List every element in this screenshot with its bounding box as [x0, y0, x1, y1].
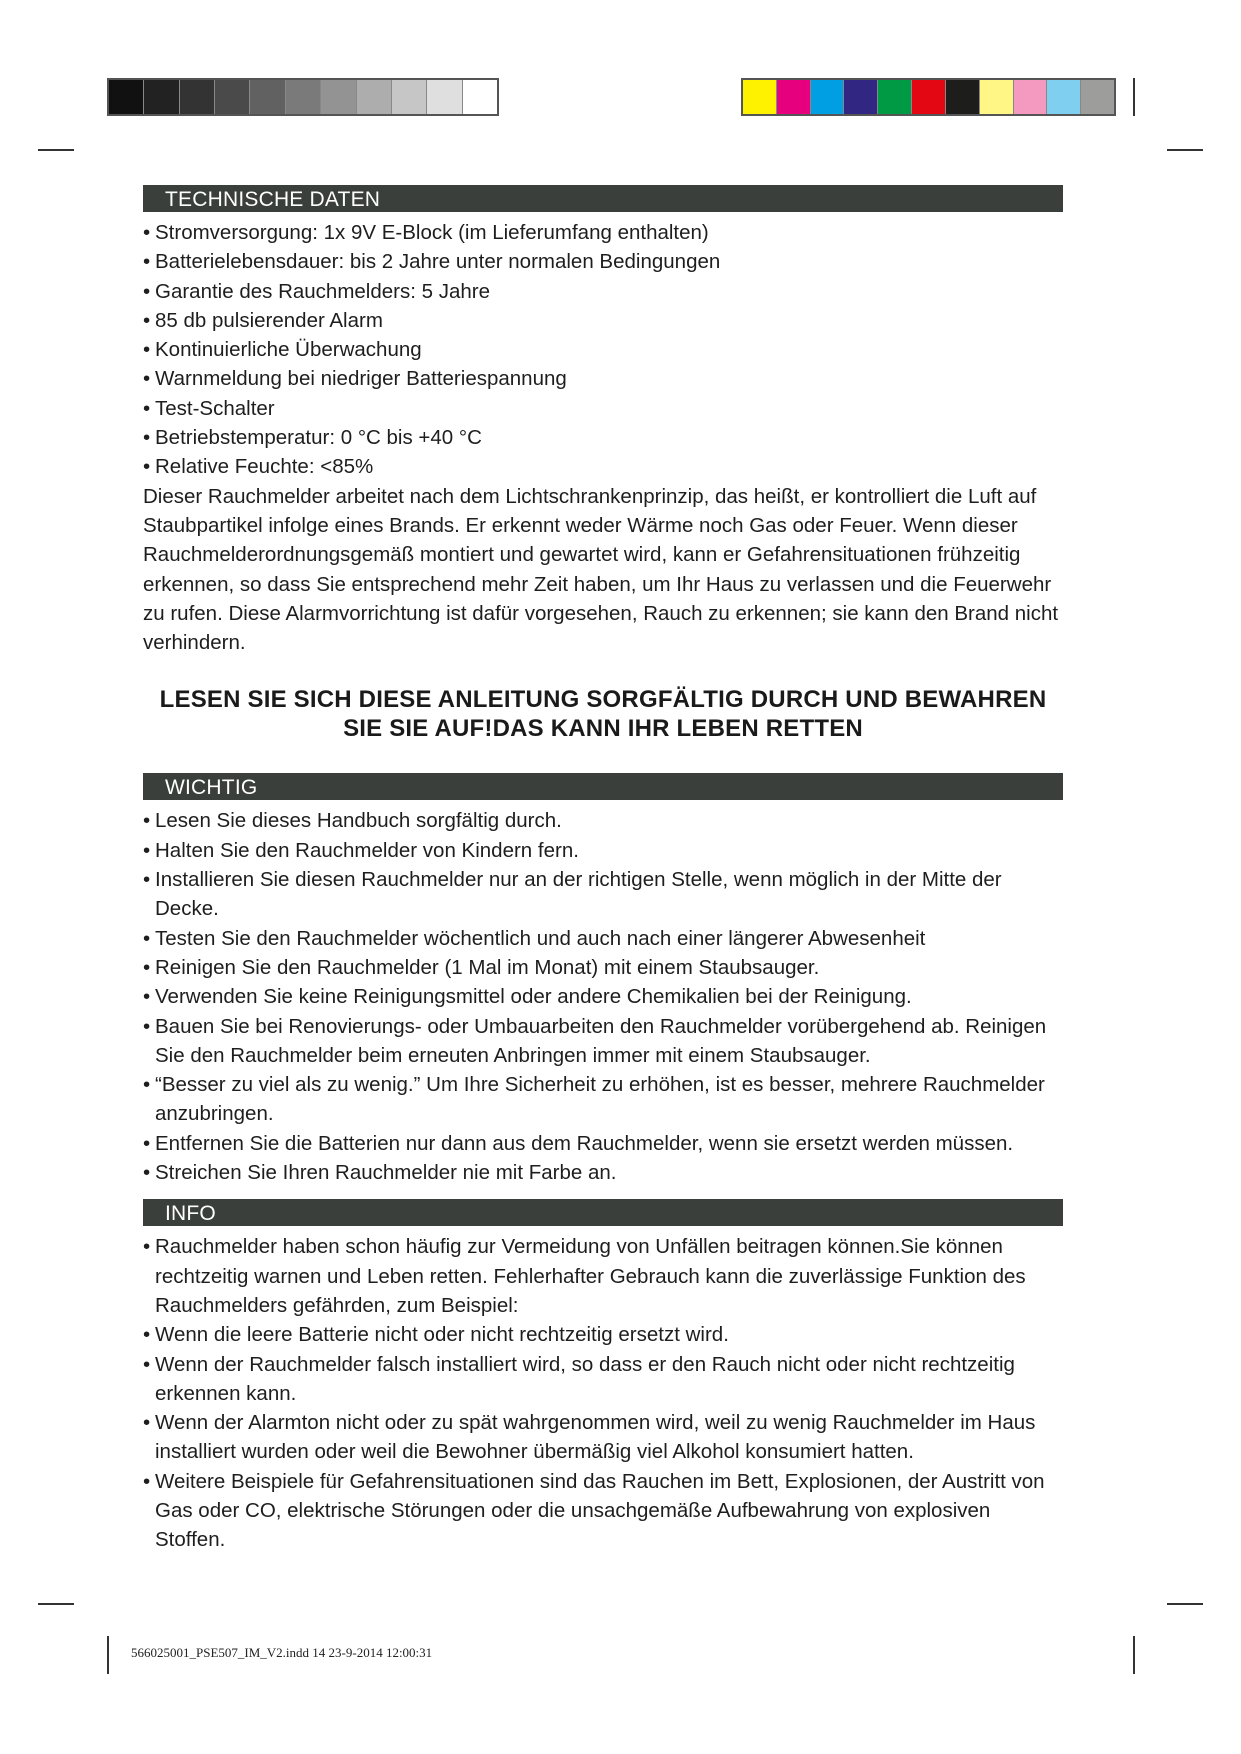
list-item: • Bauen Sie bei Renovierungs- oder Umbauarbeiten den Rauchmelder vorübergehend ab. Reinigen Sie den Rauchmelder beim erneuten Anbringen immer mit einem Staubsauger. [143, 1012, 1063, 1071]
technische-daten-list [143, 218, 1063, 482]
list-item: • Installieren Sie diesen Rauchmelder nur an der richtigen Stelle, wenn möglich in der Mitte der Decke. [143, 865, 1063, 924]
list-item: • 85 db pulsierender Alarm [143, 306, 1063, 335]
list-item: • Streichen Sie Ihren Rauchmelder nie mit Farbe an. [143, 1158, 1063, 1187]
list-item: • Lesen Sie dieses Handbuch sorgfältig durch. [143, 806, 1063, 835]
notice-line-2: SIE SIE AUF!DAS KANN IHR LEBEN RETTEN [343, 715, 863, 743]
list-item: • Stromversorgung: 1x 9V E-Block (im Lieferumfang enthalten) [143, 218, 1063, 247]
notice-line-1: LESEN SIE SICH DIESE ANLEITUNG SORGFÄLTIG DURCH UND BEWAHREN [159, 686, 1047, 714]
print-slug-footer: 566025001_PSE507_IM_V2.indd 14 23-9-2014 12:00:31 [131, 1645, 433, 1660]
list-item: • Wenn die leere Batterie nicht oder nicht rechtzeitig ersetzt wird. [143, 1320, 1063, 1349]
list-item: • Kontinuierliche Überwachung [143, 335, 1063, 364]
list-item: • Relative Feuchte: <85% [143, 452, 1063, 481]
list-item: • Betriebstemperatur: 0 °C bis +40 °C [143, 423, 1063, 452]
gray-swatch [462, 80, 497, 114]
crop-mark-bottom-right [1133, 1636, 1135, 1674]
gray-swatch [109, 80, 143, 114]
crop-mark-right-upper [1167, 149, 1203, 151]
list-item: • Wenn der Alarmton nicht oder zu spät wahrgenommen wird, weil zu wenig Rauchmelder im Haus installiert wurden oder weil die Bewohner übermäßig viel Alkohol konsumiert hatten. [143, 1408, 1063, 1467]
color-calibration-bar [741, 78, 1116, 116]
gray-swatch [214, 80, 249, 114]
color-swatch [945, 80, 979, 114]
list-item: • Garantie des Rauchmelders: 5 Jahre [143, 277, 1063, 306]
list-item: • Batterielebensdauer: bis 2 Jahre unter normalen Bedingungen [143, 247, 1063, 276]
list-item: • Warnmeldung bei niedriger Batteriespannung [143, 364, 1063, 393]
gray-swatch [285, 80, 320, 114]
list-item: • Verwenden Sie keine Reinigungsmittel oder andere Chemikalien bei der Reinigung. [143, 982, 1063, 1011]
list-item: • “Besser zu viel als zu wenig.” Um Ihre Sicherheit zu erhöhen, ist es besser, mehrere Rauchmelder anzubringen. [143, 1070, 1063, 1129]
color-swatch [1080, 80, 1114, 114]
color-swatch [877, 80, 911, 114]
color-swatch [979, 80, 1013, 114]
color-swatch [843, 80, 877, 114]
page-content [143, 185, 1063, 1555]
info-list [143, 1232, 1063, 1554]
section-header-info: INFO [143, 1199, 1063, 1226]
list-item: • Halten Sie den Rauchmelder von Kindern fern. [143, 836, 1063, 865]
section-header-wichtig: WICHTIG [143, 773, 1063, 800]
crop-mark-bottom-left [107, 1636, 109, 1674]
technische-daten-paragraph: Dieser Rauchmelder arbeitet nach dem Lichtschrankenprinzip, das heißt, er kontrolliert die Luft auf Staubpartikel infolge eines Brands. Er erkennt weder Wärme noch Gas oder Feuer. Wenn dieser Rauchmelderordnungsgemäß montiert und gewartet wird, kann er Gefahrensituationen frühzeitig erkennen, so dass Sie entsprechend mehr Zeit haben, um Ihr Haus zu verlassen und die Feuerwehr zu rufen. Diese Alarmvorrichtung ist dafür vorgesehen, Rauch zu erkennen; sie kann den Brand nicht verhindern. [143, 484, 1059, 655]
crop-mark-top-right [1133, 78, 1135, 116]
gray-swatch [143, 80, 178, 114]
list-item: • Entfernen Sie die Batterien nur dann aus dem Rauchmelder, wenn sie ersetzt werden müssen. [143, 1129, 1063, 1158]
list-item: • Weitere Beispiele für Gefahrensituationen sind das Rauchen im Bett, Explosionen, der Austritt von Gas oder CO, elektrische Störungen oder die unsachgemäße Aufbewahrung von explosiven Stoffen. [143, 1467, 1063, 1555]
section-header-technische-daten: TECHNISCHE DATEN [143, 185, 1063, 212]
color-swatch [810, 80, 844, 114]
list-item: • Reinigen Sie den Rauchmelder (1 Mal im Monat) mit einem Staubsauger. [143, 953, 1063, 982]
color-swatch [776, 80, 810, 114]
color-swatch [1046, 80, 1080, 114]
grayscale-calibration-bar [107, 78, 499, 116]
crop-mark-right-lower [1167, 1603, 1203, 1605]
list-item: • Testen Sie den Rauchmelder wöchentlich und auch nach einer längerer Abwesenheit [143, 924, 1063, 953]
list-item: • Wenn der Rauchmelder falsch installiert wird, so dass er den Rauch nicht oder nicht rechtzeitig erkennen kann. [143, 1350, 1063, 1409]
color-swatch [743, 80, 776, 114]
gray-swatch [426, 80, 461, 114]
gray-swatch [179, 80, 214, 114]
safety-notice-heading [143, 685, 1063, 743]
gray-swatch [320, 80, 355, 114]
crop-mark-left-upper [38, 149, 74, 151]
crop-mark-left-lower [38, 1603, 74, 1605]
gray-swatch [391, 80, 426, 114]
list-item: • Test-Schalter [143, 394, 1063, 423]
color-swatch [1013, 80, 1047, 114]
gray-swatch [356, 80, 391, 114]
wichtig-list [143, 806, 1063, 1187]
list-item: • Rauchmelder haben schon häufig zur Vermeidung von Unfällen beitragen können.Sie können rechtzeitig warnen und Leben retten. Fehlerhafter Gebrauch kann die zuverlässige Funktion des Rauchmelders gefährden, zum Beispiel: [143, 1232, 1063, 1320]
color-swatch [911, 80, 945, 114]
gray-swatch [249, 80, 284, 114]
